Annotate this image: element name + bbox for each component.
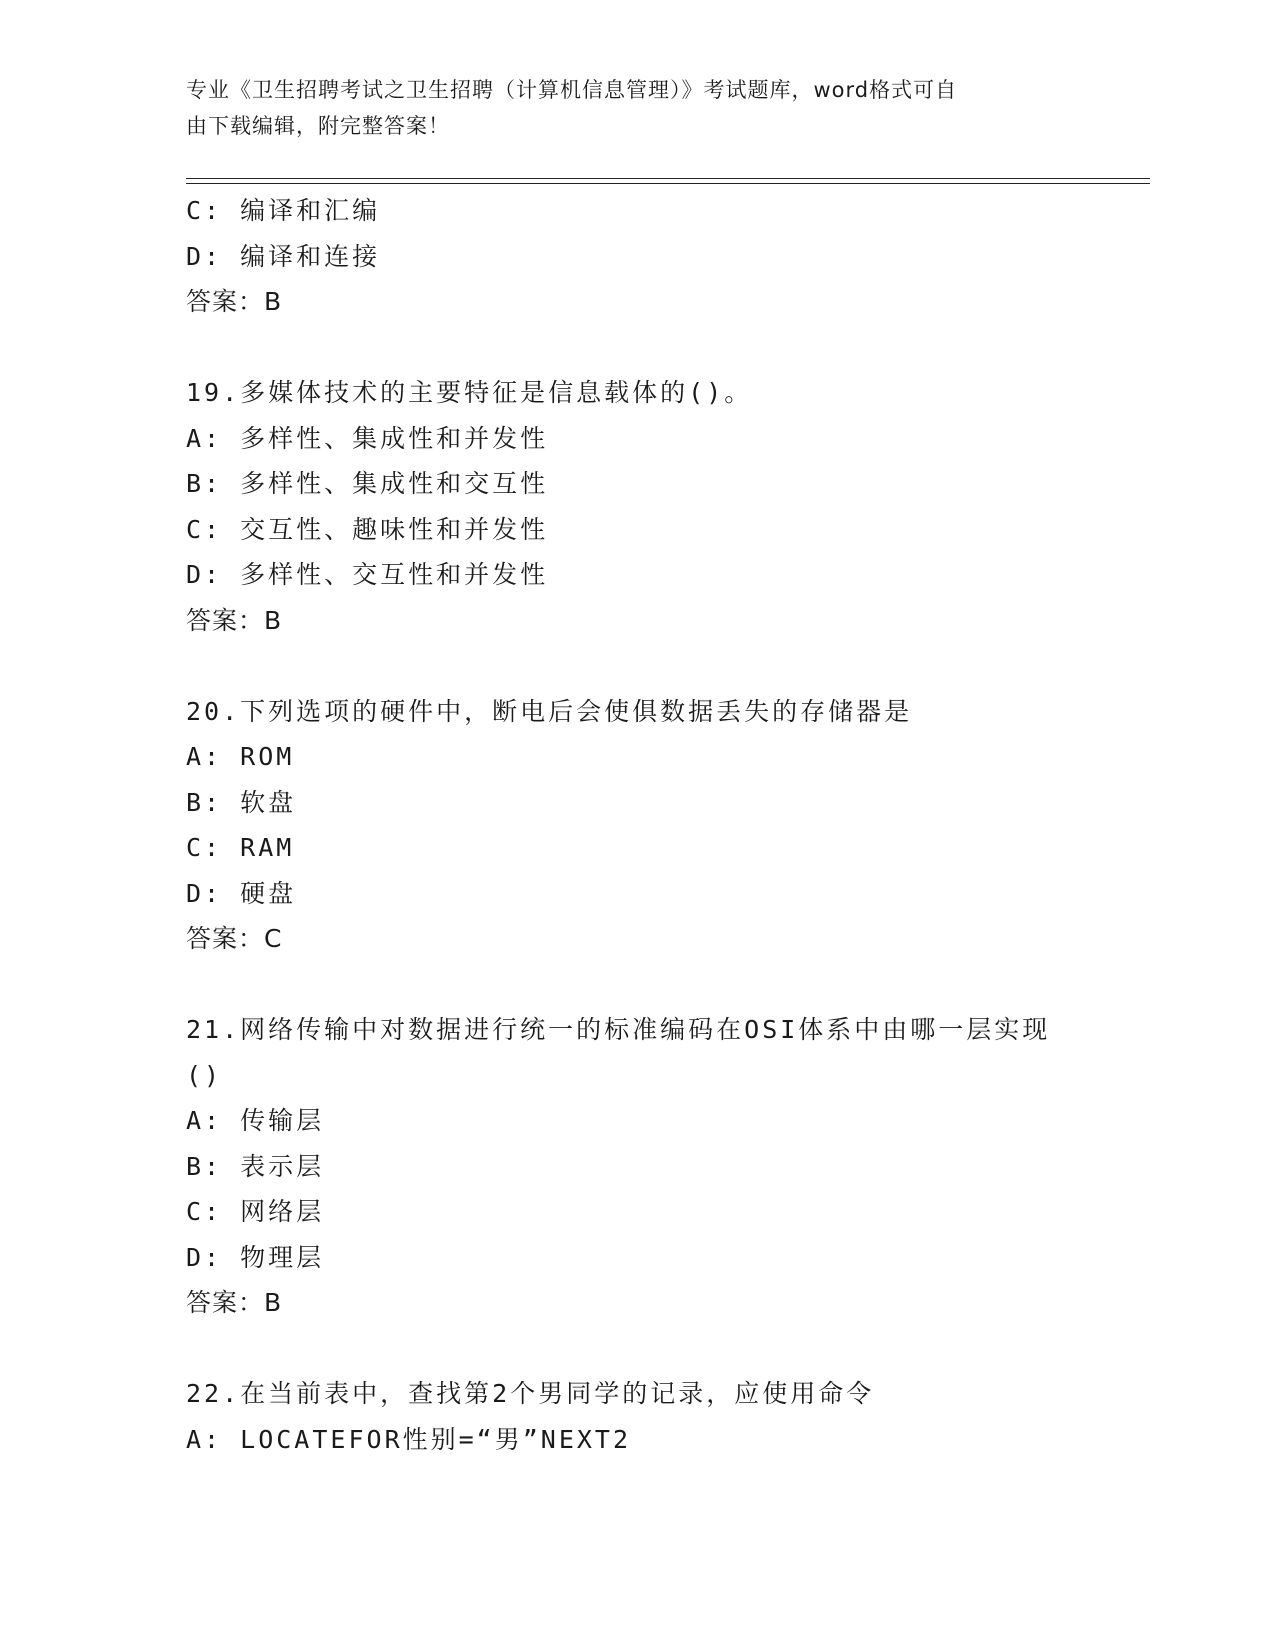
answer: 答案：B xyxy=(186,1288,283,1317)
option-c: C: 编译和汇编 xyxy=(186,196,381,225)
question-21: 21.网络传输中对数据进行统一的标准编码在OSI体系中由哪一层实现 xyxy=(186,1015,1051,1044)
option-a: A: 多样性、集成性和并发性 xyxy=(186,423,549,453)
option-d: D: 多样性、交互性和并发性 xyxy=(186,560,549,589)
answer: 答案：B xyxy=(186,287,283,316)
spacer xyxy=(186,1326,1146,1372)
option-c: C: RAM xyxy=(186,833,295,862)
question-20: 20.下列选项的硬件中，断电后会使俱数据丢失的存储器是 xyxy=(186,696,913,726)
header-line-1: 专业《卫生招聘考试之卫生招聘（计算机信息管理）》考试题库，word格式可自 xyxy=(186,78,958,102)
spacer xyxy=(186,962,1146,1008)
answer: 答案：C xyxy=(186,924,283,953)
document-header xyxy=(186,72,1066,144)
question-19: 19.多媒体技术的主要特征是信息载体的()。 xyxy=(186,378,753,407)
option-b: B: 表示层 xyxy=(186,1151,325,1181)
spacer xyxy=(186,643,1146,689)
option-a: A: 传输层 xyxy=(186,1106,325,1135)
header-divider-bottom xyxy=(186,183,1150,184)
option-b: B: 软盘 xyxy=(186,787,297,817)
spacer xyxy=(186,325,1146,371)
option-b: B: 多样性、集成性和交互性 xyxy=(186,469,549,498)
option-d: D: 物理层 xyxy=(186,1242,325,1272)
option-a: A: LOCATEFOR性别=“男”NEXT2 xyxy=(186,1424,632,1454)
question-21-continued: () xyxy=(186,1060,223,1090)
option-a: A: ROM xyxy=(186,742,295,771)
header-line-2: 由下载编辑，附完整答案！ xyxy=(186,114,450,138)
option-d: D: 编译和连接 xyxy=(186,241,381,271)
question-list xyxy=(186,188,1146,1462)
question-22: 22.在当前表中，查找第2个男同学的记录，应使用命令 xyxy=(186,1379,875,1408)
option-c: C: 交互性、趣味性和并发性 xyxy=(186,514,549,544)
header-divider-top xyxy=(186,178,1150,179)
answer: 答案：B xyxy=(186,605,283,635)
option-d: D: 硬盘 xyxy=(186,878,297,908)
option-c: C: 网络层 xyxy=(186,1197,325,1226)
